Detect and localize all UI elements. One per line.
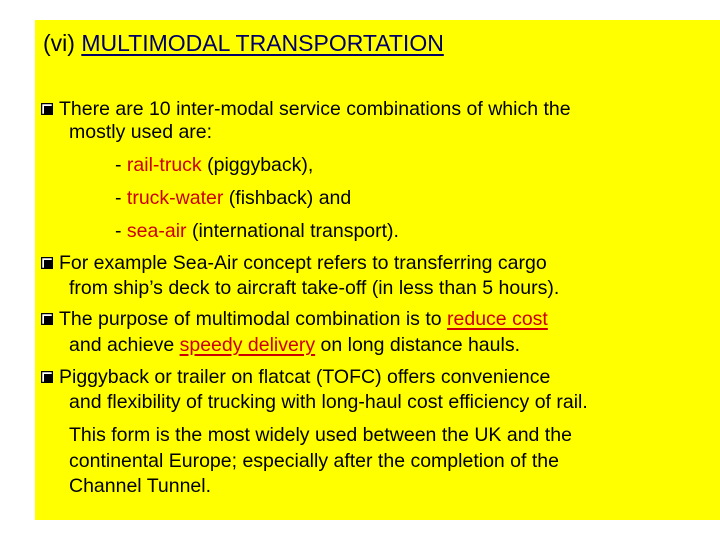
bullet-1-line-1: There are 10 inter-modal service combinations of which the xyxy=(43,98,571,120)
checkbox-square-icon xyxy=(41,313,53,325)
highlight-reduce-cost: reduce cost xyxy=(447,308,548,330)
paragraph-line-3: Channel Tunnel. xyxy=(69,475,212,497)
slide-title xyxy=(43,28,444,58)
paragraph-line-1: This form is the most widely used between the UK and the xyxy=(69,424,572,446)
sub-item-rail-truck: - rail-truck (piggyback), xyxy=(115,154,314,176)
bullet-4-line-1: Piggyback or trailer on flatcat (TOFC) offers convenience xyxy=(43,366,550,388)
bullet-2-line-2: from ship’s deck to aircraft take-off (in less than 5 hours). xyxy=(69,277,560,299)
paragraph-line-2: continental Europe; especially after the completion of the xyxy=(69,450,559,472)
bullet-1-line-2: mostly used are: xyxy=(69,121,213,143)
checkbox-square-icon xyxy=(41,371,53,383)
bullet-4-line-2: and flexibility of trucking with long-haul cost efficiency of rail. xyxy=(69,391,588,413)
title-prefix: (vi) xyxy=(43,30,75,56)
sub-item-sea-air: - sea-air (international transport). xyxy=(115,220,399,242)
bullet-3-line-2: and achieve speedy delivery on long distance hauls. xyxy=(69,334,520,356)
slide-background xyxy=(35,20,720,520)
bullet-2-line-1: For example Sea-Air concept refers to transferring cargo xyxy=(43,252,547,274)
title-heading: MULTIMODAL TRANSPORTATION xyxy=(81,30,444,56)
sub-item-truck-water: - truck-water (fishback) and xyxy=(115,187,352,209)
highlight-speedy-delivery: speedy delivery xyxy=(179,334,316,356)
bullet-3-line-1: The purpose of multimodal combination is to reduce cost xyxy=(43,308,548,330)
checkbox-square-icon xyxy=(41,257,53,269)
checkbox-square-icon xyxy=(41,103,53,115)
